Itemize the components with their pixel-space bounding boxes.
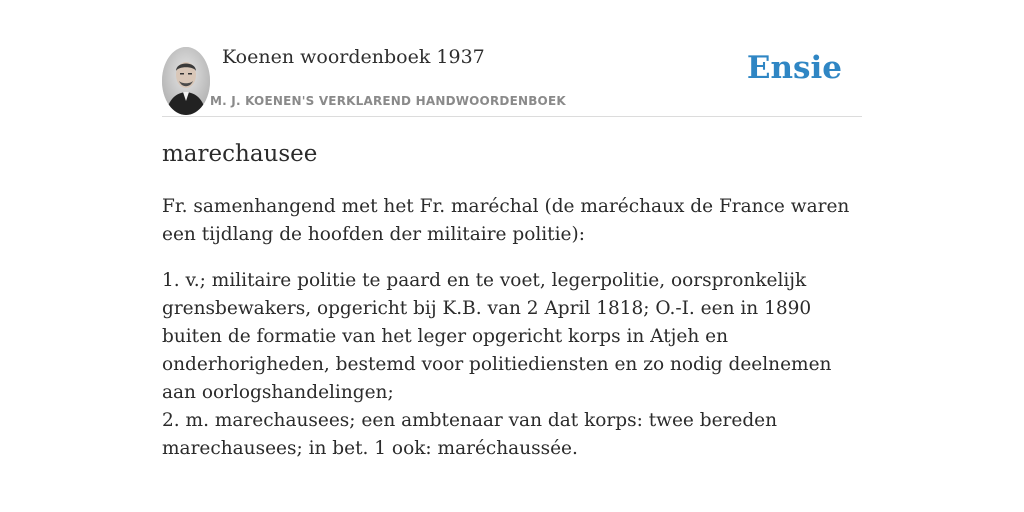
entry-sense: 1. v.; militaire politie te paard en te voet, legerpolitie, oorspronkelijk grensbewakers, opgericht bij K.B. van 2 April 1818; O.-I. een in 1890 buiten de formatie van het leger opgericht korps in Atjeh en onderhorigheden, bestemd voor politiediensten en zo nodig deelnemen aan oorlogshandelingen; — [162, 270, 832, 403]
portrait-image — [162, 47, 210, 115]
brand-logo-link[interactable]: Ensie — [746, 50, 842, 86]
author-portrait-avatar — [162, 47, 210, 115]
entry-headword: marechausee — [162, 141, 318, 167]
site-subtitle: M. J. KOENEN'S VERKLAREND HANDWOORDENBOEK — [210, 94, 566, 108]
dictionary-entry — [162, 138, 862, 463]
entry-sense: 2. m. marechausees; een ambtenaar van dat korps: twee bereden marechausees; in bet. 1 ook: maréchaussée. — [162, 410, 778, 459]
site-header — [162, 44, 862, 117]
entry-etymology: Fr. samenhangend met het Fr. maréchal (de maréchaux de France waren een tijdlang de hoofden der militaire politie): — [162, 196, 850, 245]
site-title[interactable]: Koenen woordenboek 1937 — [222, 46, 485, 68]
